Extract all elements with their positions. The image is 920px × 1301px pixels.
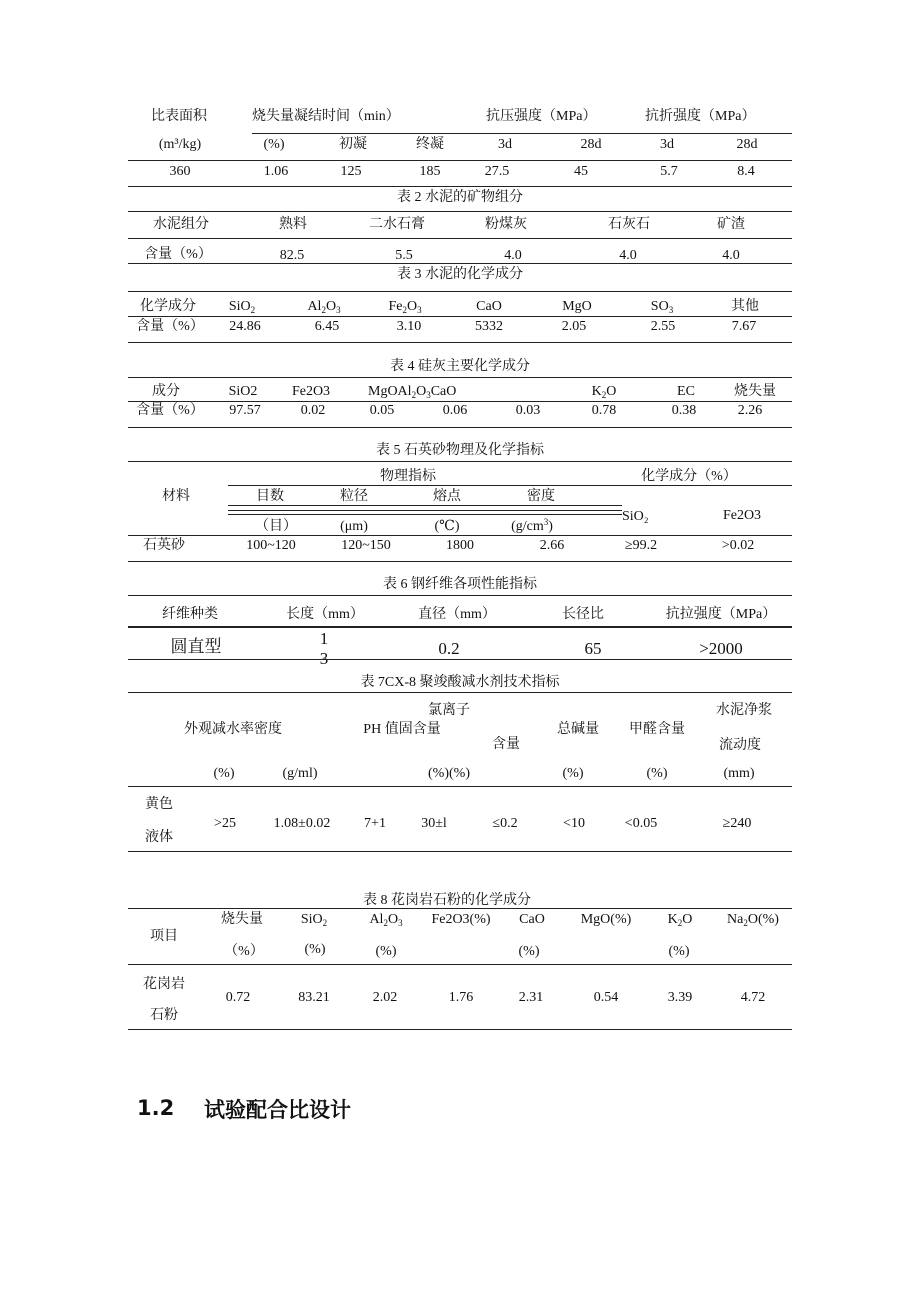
t5-sub-header: 目数 — [256, 489, 284, 504]
t2-cell: 82.5 — [279, 248, 305, 263]
t5-sub-header: 密度 — [527, 489, 555, 504]
t3-header-fe2o3: $Fe_2O_3$ — [388, 299, 422, 315]
t4-caption: 表 4 硅灰主要化学成分 — [390, 359, 530, 374]
t8-unit: (%) — [518, 944, 540, 959]
t3-header: CaO — [476, 299, 502, 314]
t5-sub-header: 粒径 — [340, 489, 368, 504]
t6-rule — [128, 659, 792, 660]
t3-cell: 6.45 — [314, 319, 340, 334]
t7-caption: 表 7CX-8 聚竣酸减水剂技术指标 — [360, 675, 560, 690]
t5-sio2-header: SiO₂ — [622, 509, 649, 524]
t5-unit-density: $(g/cm^3)$ — [511, 517, 553, 534]
t7-h-fluidity: 流动度 — [719, 738, 761, 753]
t4-cell: 0.06 — [442, 403, 468, 418]
t3-cell: 含量（%） — [136, 319, 204, 334]
t5-rule — [128, 535, 792, 536]
t6-header: 抗拉强度（MPa） — [665, 607, 777, 622]
t8-rule — [128, 1029, 792, 1030]
t4-header: 烧失量 — [734, 384, 776, 399]
t8-header: MgO(%) — [580, 912, 632, 927]
t2-rule — [128, 238, 792, 239]
t1-cell: 45 — [574, 164, 588, 179]
t6-cell: 0.2 — [438, 639, 460, 658]
t1-final-set: 终凝 — [416, 137, 444, 152]
t3-caption: 表 3 水泥的化学成分 — [397, 267, 523, 282]
t7-cell: <0.05 — [624, 816, 658, 831]
t3-cell: 24.86 — [229, 319, 261, 334]
t7-row-label: 液体 — [145, 830, 173, 845]
t4-header: SiO2 — [228, 384, 258, 399]
t8-cell: 0.54 — [593, 990, 619, 1005]
t8-header-k2o: $K_2O$ — [667, 912, 693, 928]
t8-rule — [128, 908, 792, 909]
t1-initial-set: 初凝 — [339, 137, 367, 152]
section-title: 试验配合比设计 — [204, 1098, 351, 1122]
t8-header-sio2: SiO$_2$ — [300, 912, 328, 928]
t5-rule — [228, 514, 622, 515]
t8-item-header: 项目 — [150, 929, 178, 944]
t3-header-sio2: SiO$_2$ — [228, 299, 256, 315]
t5-sub-header: 熔点 — [433, 489, 461, 504]
t4-cell: 0.02 — [300, 403, 326, 418]
t5-physical-header: 物理指标 — [380, 469, 436, 484]
t5-cell: 石英砂 — [143, 538, 185, 553]
t1-cell: 5.7 — [660, 164, 678, 179]
t3-header-al2o3: $Al_2O_3$ — [307, 299, 341, 315]
t7-cell: ≤0.2 — [492, 816, 518, 831]
t4-header: Fe2O3 — [291, 384, 331, 399]
t3-header: 化学成分 — [140, 299, 196, 314]
t6-clip — [314, 649, 334, 668]
t8-cell: 0.72 — [225, 990, 251, 1005]
t1-rule — [252, 133, 792, 134]
t1-header-specific-area: 比表面积 — [151, 109, 207, 124]
t7-rule — [128, 692, 792, 693]
t8-unit: (%) — [375, 944, 397, 959]
t3-header: MgO — [562, 299, 592, 314]
t1-header-flexural: 抗折强度（MPa） — [645, 109, 756, 124]
t6-header: 纤维种类 — [162, 607, 218, 622]
t6-cell: >2000 — [699, 639, 743, 658]
t3-cell: 7.67 — [731, 319, 757, 334]
t1-cell: 27.5 — [484, 164, 510, 179]
t6-caption: 表 6 钢纤维各项性能指标 — [383, 577, 537, 592]
t8-cell: 1.76 — [448, 990, 474, 1005]
t7-h-cement: 水泥净浆 — [716, 703, 772, 718]
t7-unit: (%)(%) — [428, 766, 470, 781]
t2-rule — [128, 211, 792, 212]
t1-comp-3d: 3d — [498, 137, 512, 152]
t6-rule — [128, 626, 792, 628]
t6-header: 直径（mm） — [418, 607, 496, 622]
section-number: 1.2 — [137, 1096, 175, 1120]
t8-header: CaO — [519, 912, 545, 927]
t2-cell: 含量（%） — [144, 247, 212, 262]
t6-cell: 65 — [584, 639, 602, 658]
t5-fe2o3-header: Fe2O3 — [722, 508, 762, 523]
t4-header: EC — [677, 384, 695, 399]
t7-cell: 7+1 — [364, 816, 386, 831]
t1-unit-area: (m³/kg) — [158, 137, 202, 152]
t1-cell: 1.06 — [263, 164, 289, 179]
t7-rule — [128, 851, 792, 852]
t1-unit-loss: (%) — [263, 137, 285, 152]
t1-cell: 360 — [169, 164, 191, 179]
t5-cell: 100~120 — [246, 538, 296, 553]
t8-row-label: 花岗岩 — [143, 977, 185, 992]
t5-rule — [228, 485, 792, 486]
t3-cell: 2.55 — [650, 319, 676, 334]
t3-cell: 2.05 — [561, 319, 587, 334]
t7-unit: (mm) — [723, 766, 755, 781]
t5-rule — [128, 561, 792, 562]
t2-header: 石灰石 — [608, 217, 650, 232]
t8-cell: 4.72 — [740, 990, 766, 1005]
t4-cell: 含量（%） — [136, 403, 204, 418]
t7-unit: (%) — [213, 766, 235, 781]
t5-caption: 表 5 石英砂物理及化学指标 — [376, 443, 544, 458]
t4-rule — [128, 377, 792, 378]
t1-cell: 185 — [419, 164, 441, 179]
t7-h-content: 含量 — [492, 737, 520, 752]
t8-cell: 3.39 — [667, 990, 693, 1005]
t8-cell: 2.31 — [518, 990, 544, 1005]
t7-cell: >25 — [214, 816, 236, 831]
t2-rule — [128, 263, 792, 264]
t2-caption: 表 2 水泥的矿物组分 — [397, 190, 523, 205]
t4-cell: 2.26 — [737, 403, 763, 418]
t8-rule — [128, 964, 792, 965]
t8-unit: (%) — [304, 942, 326, 957]
t4-cell: 0.03 — [515, 403, 541, 418]
t4-cell: 0.05 — [369, 403, 395, 418]
t1-flex-28d: 28d — [736, 137, 758, 152]
t3-cell: 5332 — [475, 319, 503, 334]
t2-header: 水泥组分 — [153, 217, 209, 232]
t5-rule — [228, 505, 622, 506]
t7-cell: <10 — [563, 816, 585, 831]
t2-cell: 4.0 — [722, 248, 740, 263]
t7-unit: (g/ml) — [282, 766, 318, 781]
t4-cell: 0.78 — [591, 403, 617, 418]
t2-header: 二水石膏 — [369, 217, 425, 232]
t6-rule — [128, 595, 792, 596]
t6-cell-length-1: 1 — [319, 629, 329, 648]
t7-rule — [128, 786, 792, 787]
t1-comp-28d: 28d — [580, 137, 602, 152]
t8-header-al2o3: $Al_2O_3$ — [369, 912, 403, 928]
t2-header: 熟料 — [279, 217, 307, 232]
t7-h-ph: PH 值固含量 — [363, 722, 441, 737]
t2-header: 粉煤灰 — [485, 217, 527, 232]
t1-rule — [128, 186, 792, 187]
t5-cell: 1800 — [446, 538, 474, 553]
t2-cell: 4.0 — [504, 248, 522, 263]
t7-cell: ≥240 — [722, 816, 752, 831]
t7-cell: 1.08±0.02 — [273, 816, 331, 831]
t5-sio2-clip — [622, 506, 662, 524]
t3-header-so3: $SO_3$ — [650, 299, 674, 315]
t3-rule — [128, 316, 792, 317]
t6-header: 长径比 — [562, 607, 604, 622]
t5-cell: >0.02 — [721, 538, 755, 553]
t2-cell: 4.0 — [619, 248, 637, 263]
t8-unit: (%) — [668, 944, 690, 959]
t8-row-label: 石粉 — [150, 1008, 178, 1023]
t4-rule — [128, 401, 792, 402]
t7-h-outlook: 外观减水率密度 — [184, 722, 282, 737]
t5-unit: (μm) — [340, 519, 368, 534]
t8-header: Fe2O3(%) — [431, 912, 491, 927]
t5-cell: 120~150 — [341, 538, 391, 553]
t7-cell: 30±l — [421, 816, 447, 831]
t4-header-mgo-al2o3-cao: $MgOAl_2O_3CaO$ — [368, 384, 457, 400]
t8-unit: （%） — [224, 944, 264, 959]
t1-rule — [128, 160, 792, 161]
t1-header-compressive: 抗压强度（MPa） — [486, 109, 597, 124]
t8-cell: 83.21 — [298, 990, 330, 1005]
t4-cell: 97.57 — [229, 403, 261, 418]
t4-cell: 0.38 — [671, 403, 697, 418]
t7-h-chloride: 氯离子 — [428, 703, 470, 718]
t5-material-header: 材料 — [162, 489, 190, 504]
t1-flex-3d: 3d — [660, 137, 674, 152]
t3-rule — [128, 342, 792, 343]
t3-rule — [128, 291, 792, 292]
t3-header: 其他 — [731, 299, 759, 314]
t2-header: 矿渣 — [717, 217, 745, 232]
t8-cell: 2.02 — [372, 990, 398, 1005]
t5-chemical-header: 化学成分（%） — [641, 469, 737, 484]
t5-rule — [128, 461, 792, 462]
t2-cell: 5.5 — [395, 248, 413, 263]
t1-cell: 8.4 — [737, 164, 755, 179]
t7-unit: (%) — [562, 766, 584, 781]
t4-rule — [128, 427, 792, 428]
t8-header: 烧失量 — [221, 912, 263, 927]
t7-row-label: 黄色 — [145, 797, 173, 812]
t8-caption: 表 8 花岗岩石粉的化学成分 — [363, 893, 531, 908]
t5-cell: 2.66 — [539, 538, 565, 553]
t6-cell-length-2: 3 — [319, 649, 329, 668]
t4-header: 成分 — [152, 384, 180, 399]
t5-rule — [228, 510, 622, 511]
t3-cell: 3.10 — [396, 319, 422, 334]
t8-header-na2o: $Na_2O(\%)$ — [727, 912, 779, 928]
t7-h-alkali: 总碱量 — [557, 722, 599, 737]
t5-unit: （目） — [255, 519, 297, 534]
t5-cell: ≥99.2 — [624, 538, 658, 553]
t6-cell: 圆直型 — [170, 637, 222, 656]
t6-header: 长度（mm） — [286, 607, 364, 622]
t5-unit: (℃) — [434, 519, 460, 534]
t1-cell: 125 — [340, 164, 362, 179]
t7-unit: (%) — [646, 766, 668, 781]
t4-header-k2o: $K_2O$ — [591, 384, 617, 400]
t1-header-loss-setting: 烧失量凝结时间（min） — [252, 109, 400, 124]
t7-h-formaldehyde: 甲醛含量 — [629, 722, 685, 737]
